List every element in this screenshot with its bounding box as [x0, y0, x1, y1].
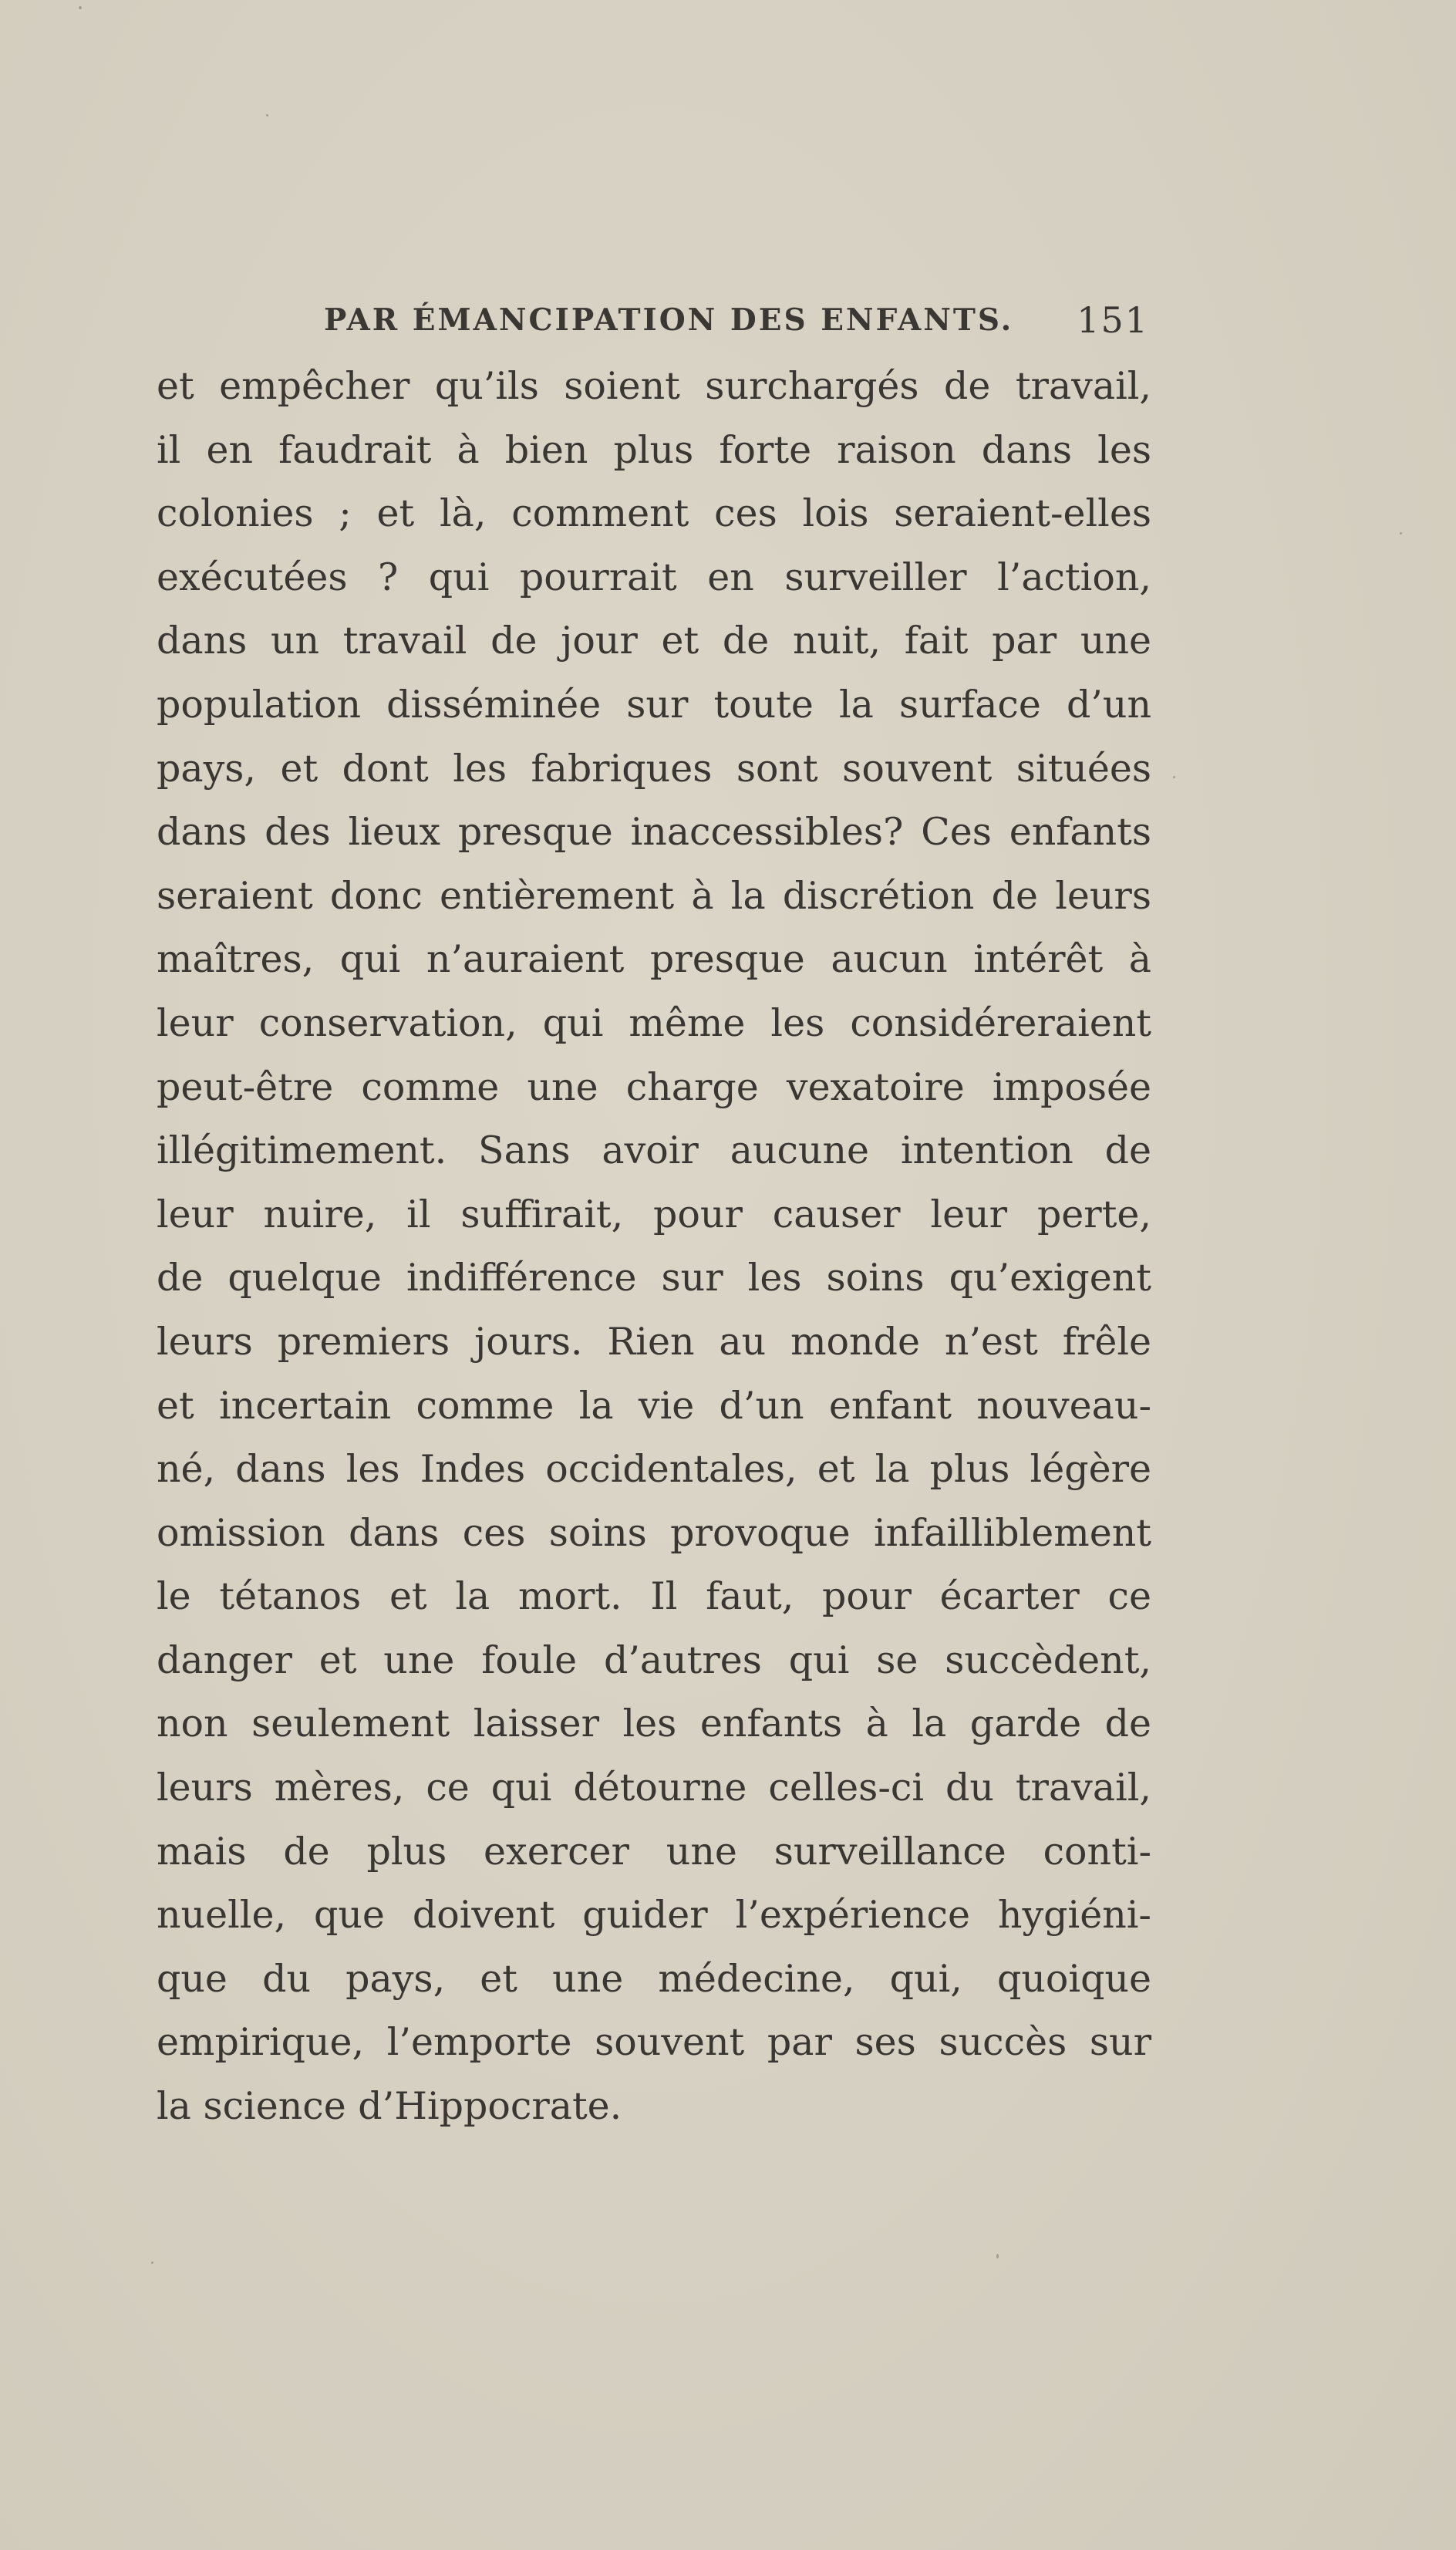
- text-line: colonies ; et là, comment ces lois seraient-elles: [157, 491, 1151, 536]
- text-line: leur conservation, qui même les considéreraient: [157, 1000, 1151, 1045]
- paper-speck: [1173, 776, 1175, 778]
- text-line: illégitimement. Sans avoir aucune intention de: [157, 1128, 1151, 1173]
- text-line: pays, et dont les fabriques sont souvent situées: [157, 746, 1151, 791]
- text-line: maîtres, qui n’auraient presque aucun intérêt à: [157, 937, 1151, 982]
- text-line: seraient donc entièrement à la discrétion de leurs: [157, 873, 1151, 918]
- body-text: [157, 355, 1151, 2139]
- text-line: il en faudrait à bien plus forte raison dans les: [157, 427, 1151, 472]
- text-line: danger et une foule d’autres qui se succèdent,: [157, 1638, 1151, 1682]
- text-line: omission dans ces soins provoque infailliblement: [157, 1510, 1151, 1555]
- text-line: leur nuire, il suffirait, pour causer leur perte,: [157, 1192, 1151, 1236]
- text-line: de quelque indifférence sur les soins qu’exigent: [157, 1256, 1151, 1300]
- text-line: le tétanos et la mort. Il faut, pour écarter ce: [157, 1574, 1151, 1619]
- text-line: empirique, l’emporte souvent par ses succès sur: [157, 2020, 1151, 2065]
- running-title: PAR ÉMANCIPATION DES ENFANTS.: [324, 302, 1014, 338]
- paper-speck: [151, 2262, 153, 2264]
- text-line: non seulement laisser les enfants à la garde de: [157, 1702, 1151, 1746]
- text-line: exécutées ? qui pourrait en surveiller l’action,: [157, 555, 1151, 599]
- text-line: mais de plus exercer une surveillance conti-: [157, 1829, 1151, 1874]
- text-line: la science d’Hippocrate.: [157, 2084, 622, 2129]
- text-line: peut-être comme une charge vexatoire imposée: [157, 1064, 1151, 1109]
- text-line: dans des lieux presque inaccessibles? Ces enfants: [157, 810, 1151, 855]
- page-number: 151: [1077, 299, 1149, 341]
- paper-speck: [79, 6, 82, 9]
- paper-speck: [996, 2254, 999, 2258]
- text-line: leurs mères, ce qui détourne celles-ci du travail,: [157, 1766, 1151, 1810]
- paper-speck: [266, 114, 268, 116]
- paper-speck: [1400, 532, 1402, 535]
- text-line: dans un travail de jour et de nuit, fait par une: [157, 619, 1151, 663]
- text-line: né, dans les Indes occidentales, et la plus légère: [157, 1447, 1151, 1492]
- text-line: et incertain comme la vie d’un enfant nouveau-: [157, 1383, 1151, 1428]
- text-line: leurs premiers jours. Rien au monde n’est frêle: [157, 1319, 1151, 1364]
- running-head: [324, 297, 1149, 343]
- text-line: que du pays, et une médecine, qui, quoique: [157, 1956, 1151, 2001]
- text-line: nuelle, que doivent guider l’expérience hygiéni-: [157, 1893, 1151, 1938]
- text-line: population disséminée sur toute la surface d’un: [157, 682, 1151, 727]
- text-line: et empêcher qu’ils soient surchargés de travail,: [157, 364, 1151, 408]
